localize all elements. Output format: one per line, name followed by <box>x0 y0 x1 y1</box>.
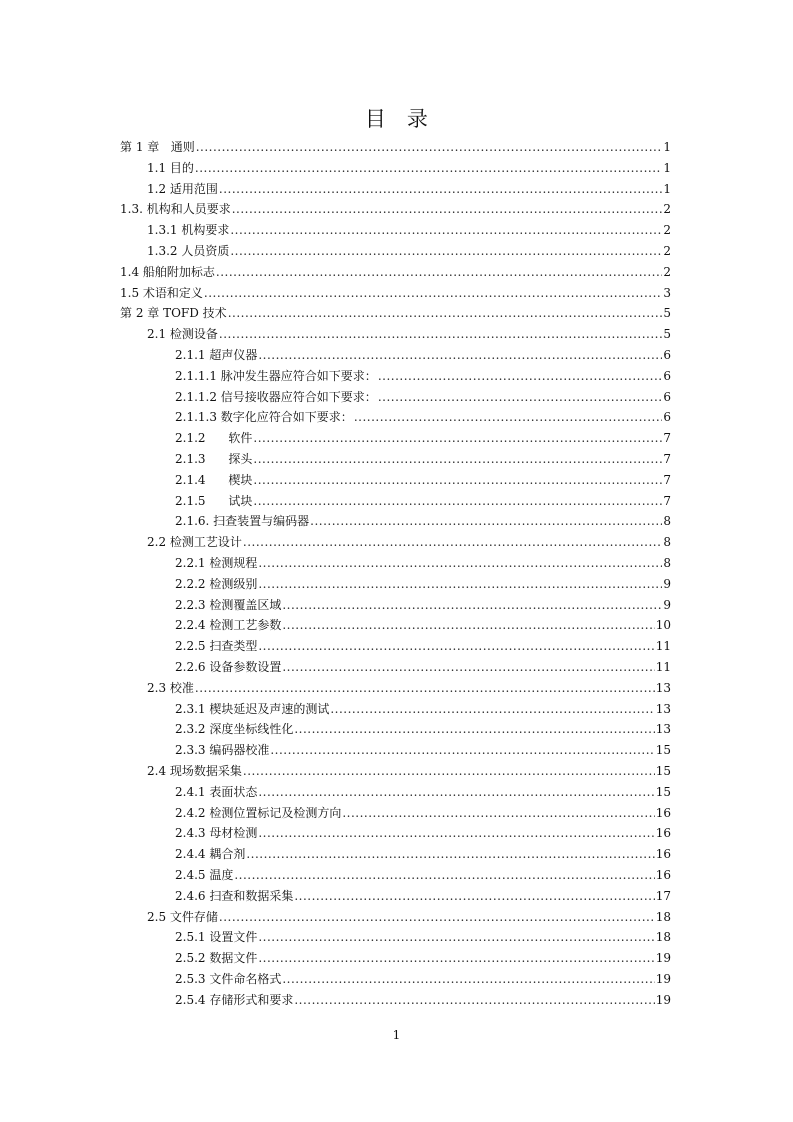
toc-entry-page: 7 <box>663 472 671 487</box>
toc-entry[interactable] <box>0 324 793 344</box>
toc-entry-page: 2 <box>663 223 671 238</box>
toc-entry-page: 6 <box>663 410 671 425</box>
toc-entry-label: 2.1.1.1 脉冲发生器应符合如下要求： <box>175 368 377 383</box>
toc-entry-page: 16 <box>655 868 671 882</box>
dot-leader <box>243 532 662 552</box>
toc-entry[interactable] <box>0 865 793 885</box>
toc-entry-page: 8 <box>663 556 671 570</box>
toc-entry-label: 2.2.6 设备参数设置 <box>175 660 282 674</box>
dot-leader <box>258 948 654 968</box>
toc-entry-page: 16 <box>655 805 671 820</box>
toc-entry[interactable] <box>0 553 793 573</box>
toc-entry-page: 1 <box>663 160 671 175</box>
dot-leader <box>228 303 663 323</box>
toc-entry-page: 6 <box>663 368 671 383</box>
toc-entry-label: 2.3 校准 <box>147 680 194 695</box>
dot-leader <box>230 220 662 240</box>
dot-leader <box>204 283 662 303</box>
toc-entry-label: 2.3.2 深度坐标线性化 <box>175 722 294 737</box>
toc-entry[interactable] <box>0 470 793 490</box>
toc-entry[interactable] <box>0 137 793 157</box>
toc-entry-label: 2.4.4 耦合剂 <box>175 847 246 862</box>
dot-leader <box>243 761 655 781</box>
toc-entry-page: 6 <box>663 348 671 362</box>
dot-leader <box>253 470 662 490</box>
dot-leader <box>219 179 662 199</box>
toc-entry-label: 2.2 检测工艺设计 <box>147 535 242 550</box>
page-number: 1 <box>392 1028 401 1042</box>
dot-leader <box>246 844 654 864</box>
dot-leader <box>232 199 663 219</box>
toc-entry[interactable] <box>0 449 793 469</box>
toc-entry-label: 2.1 检测设备 <box>147 327 218 342</box>
toc-entry[interactable] <box>0 740 793 760</box>
toc-entry-page: 15 <box>655 784 671 799</box>
toc-entry-label: 2.5.3 文件命名格式 <box>175 972 282 986</box>
toc-entry-label: 1.2 适用范围 <box>147 181 218 196</box>
dot-leader <box>330 699 654 719</box>
toc-entry-label: 第 2 章 TOFD 技术 <box>120 306 227 321</box>
toc-entry-page: 5 <box>663 306 671 321</box>
toc-entry-label: 2.1.6. 扫查装置与编码器 <box>175 514 310 529</box>
toc-entry-label: 2.1.1.2 信号接收器应符合如下要求： <box>175 389 377 404</box>
toc-entry-label: 2.4.3 母材检测 <box>175 826 258 841</box>
dot-leader <box>282 969 654 989</box>
toc-entry-label: 2.1.1 超声仪器 <box>175 348 258 362</box>
dot-leader <box>234 865 654 885</box>
toc-entry-page: 13 <box>655 701 671 716</box>
toc-entry[interactable] <box>0 636 793 656</box>
toc-entry-page: 2 <box>663 244 671 258</box>
toc-entry[interactable] <box>0 345 793 365</box>
toc-entry[interactable] <box>0 511 793 531</box>
toc-entry[interactable] <box>0 532 793 552</box>
toc-entry[interactable] <box>0 803 793 823</box>
toc-entry[interactable] <box>0 366 793 386</box>
dot-leader <box>282 595 662 615</box>
toc-entry-label: 2.2.2 检测级别 <box>175 576 258 591</box>
toc-entry-page: 1 <box>663 140 671 154</box>
dot-leader <box>195 158 662 178</box>
toc-entry-page: 16 <box>655 826 671 841</box>
toc-entry-page: 18 <box>655 909 671 924</box>
toc-entry-label: 第 1 章 通则 <box>120 140 195 154</box>
toc-entry-page: 1 <box>663 181 671 196</box>
toc-entry[interactable] <box>0 595 793 615</box>
dot-leader <box>216 262 662 282</box>
toc-entry[interactable] <box>0 948 793 968</box>
toc-entry-page: 19 <box>655 951 671 966</box>
toc-entry-page: 7 <box>663 452 671 466</box>
dot-leader <box>258 345 662 365</box>
toc-entry-page: 17 <box>655 888 671 903</box>
dot-leader <box>282 615 654 635</box>
dot-leader <box>294 886 654 906</box>
dot-leader <box>258 574 662 594</box>
toc-entry-page: 8 <box>663 514 671 529</box>
toc-entry-page: 13 <box>655 722 671 737</box>
toc-entry-label: 2.5.4 存储形式和要求 <box>175 992 294 1007</box>
toc-entry[interactable] <box>0 719 793 739</box>
toc-entry-label: 2.4.6 扫查和数据采集 <box>175 888 294 903</box>
toc-entry[interactable] <box>0 158 793 178</box>
toc-entry-label: 1.5 术语和定义 <box>120 285 203 300</box>
toc-entry[interactable] <box>0 699 793 719</box>
toc-entry-page: 18 <box>655 930 671 945</box>
toc-entry[interactable] <box>0 615 793 635</box>
toc-entry[interactable] <box>0 262 793 282</box>
toc-entry-page: 19 <box>655 972 671 986</box>
dot-leader <box>258 782 654 802</box>
toc-entry-page: 5 <box>663 327 671 342</box>
toc-entry-label: 2.4.1 表面状态 <box>175 784 258 799</box>
toc-entry-page: 11 <box>655 660 671 674</box>
dot-leader <box>219 907 655 927</box>
toc-entry-label: 2.1.3 探头 <box>175 452 253 466</box>
dot-leader <box>253 428 662 448</box>
dot-leader <box>219 324 662 344</box>
toc-entry[interactable] <box>0 199 793 219</box>
toc-entry-label: 2.2.4 检测工艺参数 <box>175 618 282 633</box>
toc-entry-label: 2.1.2 软件 <box>175 431 253 446</box>
toc-entry-page: 9 <box>663 576 671 591</box>
toc-entry-label: 2.5.2 数据文件 <box>175 951 258 966</box>
dot-leader <box>282 657 654 677</box>
toc-entry-page: 15 <box>655 743 671 758</box>
dot-leader <box>253 491 662 511</box>
toc-entry-page: 11 <box>655 639 671 654</box>
toc-entry-page: 6 <box>663 389 671 404</box>
toc-entry-label: 2.2.5 扫查类型 <box>175 639 258 654</box>
dot-leader <box>378 366 663 386</box>
toc-entry[interactable] <box>0 990 793 1010</box>
toc-entry-label: 1.3.2 人员资质 <box>147 244 230 258</box>
toc-entry-page: 16 <box>655 847 671 862</box>
dot-leader <box>196 137 663 157</box>
dot-leader <box>378 387 663 407</box>
toc-entry[interactable] <box>0 241 793 261</box>
toc-entry-page: 3 <box>663 285 671 300</box>
toc-entry-page: 19 <box>655 992 671 1007</box>
toc-entry-page: 13 <box>655 680 671 695</box>
dot-leader <box>310 511 662 531</box>
dot-leader <box>258 927 654 947</box>
toc-entry-label: 2.2.3 检测覆盖区域 <box>175 597 282 612</box>
toc-entry-page: 10 <box>655 618 671 633</box>
toc-entry[interactable] <box>0 927 793 947</box>
toc-entry[interactable] <box>0 844 793 864</box>
toc-entry-page: 2 <box>663 264 671 279</box>
dot-leader <box>258 823 654 843</box>
dot-leader <box>195 678 655 698</box>
toc-entry-label: 2.4.5 温度 <box>175 868 234 882</box>
toc-entry-label: 1.3. 机构和人员要求 <box>120 202 231 217</box>
dot-leader <box>258 553 662 573</box>
toc-entry-page: 2 <box>663 202 671 217</box>
toc-entry-label: 2.1.1.3 数字化应符合如下要求： <box>175 410 353 425</box>
dot-leader <box>294 719 654 739</box>
toc-entry[interactable] <box>0 283 793 303</box>
toc-entry-label: 2.4.2 检测位置标记及检测方向 <box>175 805 342 820</box>
toc-entry-label: 2.4 现场数据采集 <box>147 764 242 778</box>
toc-entry-label: 2.1.5 试块 <box>175 493 253 508</box>
toc-entry-label: 1.1 目的 <box>147 160 194 175</box>
toc-entry[interactable] <box>0 761 793 781</box>
toc-entry[interactable] <box>0 678 793 698</box>
toc-entry[interactable] <box>0 886 793 906</box>
toc-entry-label: 2.2.1 检测规程 <box>175 556 258 570</box>
toc-entry[interactable] <box>0 387 793 407</box>
dot-leader <box>258 636 654 656</box>
toc-entry[interactable] <box>0 657 793 677</box>
toc-entry[interactable] <box>0 907 793 927</box>
toc-entry-page: 8 <box>663 535 671 550</box>
toc-entry-label: 2.5 文件存储 <box>147 909 218 924</box>
dot-leader <box>253 449 662 469</box>
toc-entry[interactable] <box>0 407 793 427</box>
toc-entry[interactable] <box>0 782 793 802</box>
toc-entry[interactable] <box>0 179 793 199</box>
dot-leader <box>354 407 663 427</box>
toc-entry-page: 7 <box>663 493 671 508</box>
dot-leader <box>294 990 654 1010</box>
dot-leader <box>230 241 662 261</box>
toc-entry-label: 2.5.1 设置文件 <box>175 930 258 945</box>
dot-leader <box>342 803 654 823</box>
page-title: 目 录 <box>364 107 429 131</box>
toc-entry-label: 2.3.1 楔块延迟及声速的测试 <box>175 701 330 716</box>
toc-entry-label: 2.3.3 编码器校准 <box>175 743 270 758</box>
toc-entry-label: 1.3.1 机构要求 <box>147 223 230 238</box>
toc-entry[interactable] <box>0 491 793 511</box>
toc-entry-label: 2.1.4 楔块 <box>175 472 253 487</box>
toc-entry[interactable] <box>0 969 793 989</box>
toc-entry-page: 9 <box>663 597 671 612</box>
toc-entry-label: 1.4 船舶附加标志 <box>120 264 215 279</box>
toc-entry[interactable] <box>0 220 793 240</box>
toc-entry-page: 15 <box>655 764 671 778</box>
toc-entry-page: 7 <box>663 431 671 446</box>
dot-leader <box>270 740 654 760</box>
toc-entry[interactable] <box>0 428 793 448</box>
toc-entry[interactable] <box>0 823 793 843</box>
toc-entry[interactable] <box>0 574 793 594</box>
toc-entry[interactable] <box>0 303 793 323</box>
